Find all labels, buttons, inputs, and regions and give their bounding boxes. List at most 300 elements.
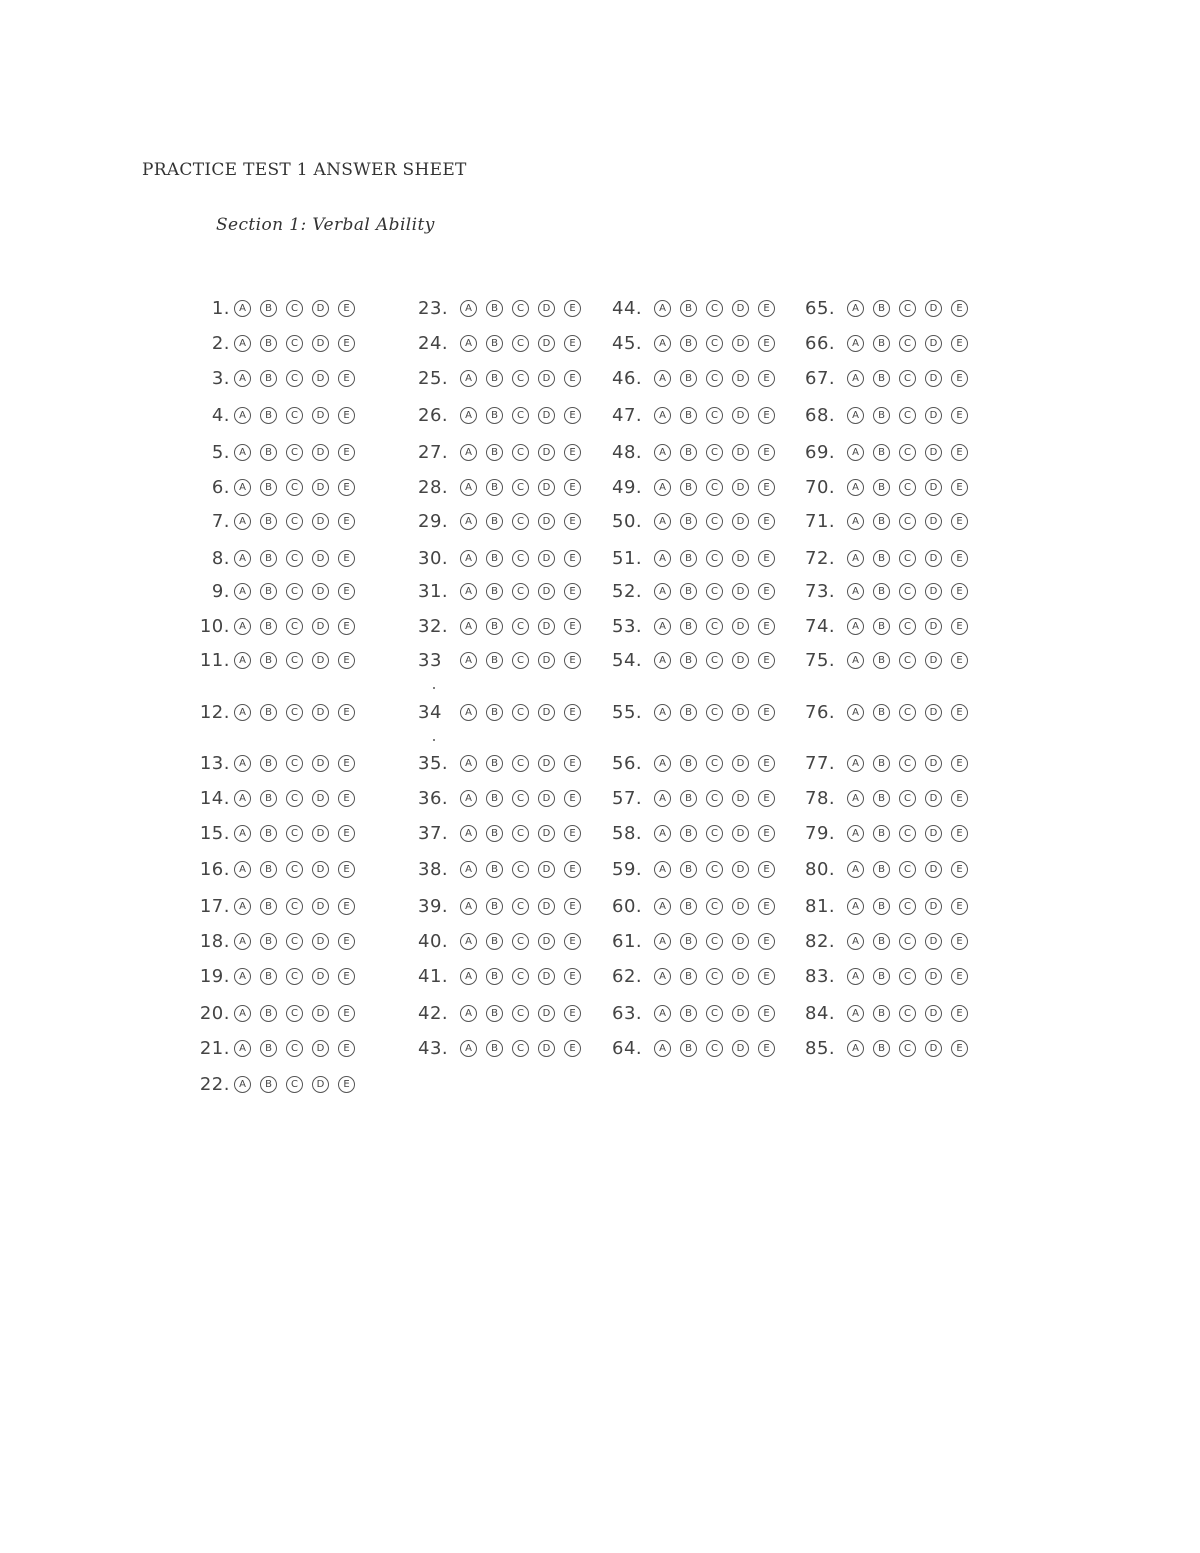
answer-bubble-a[interactable]: A [847,704,864,721]
answer-bubble-e[interactable]: E [338,933,355,950]
answer-bubble-d[interactable]: D [732,407,749,424]
answer-bubble-a[interactable]: A [234,550,251,567]
answer-bubble-e[interactable]: E [951,825,968,842]
answer-bubble-d[interactable]: D [538,583,555,600]
answer-bubble-a[interactable]: A [234,1076,251,1093]
answer-bubble-c[interactable]: C [512,513,529,530]
answer-bubble-a[interactable]: A [234,407,251,424]
answer-bubble-d[interactable]: D [732,583,749,600]
answer-bubble-e[interactable]: E [564,550,581,567]
answer-bubble-c[interactable]: C [706,755,723,772]
answer-bubble-c[interactable]: C [899,444,916,461]
answer-bubble-c[interactable]: C [512,652,529,669]
answer-bubble-a[interactable]: A [847,968,864,985]
answer-bubble-c[interactable]: C [286,790,303,807]
answer-bubble-c[interactable]: C [706,513,723,530]
answer-bubble-a[interactable]: A [234,755,251,772]
answer-bubble-b[interactable]: B [486,790,503,807]
answer-bubble-b[interactable]: B [486,407,503,424]
answer-bubble-e[interactable]: E [951,1005,968,1022]
answer-bubble-b[interactable]: B [873,825,890,842]
answer-bubble-a[interactable]: A [234,861,251,878]
answer-bubble-c[interactable]: C [706,335,723,352]
answer-bubble-e[interactable]: E [758,933,775,950]
answer-bubble-b[interactable]: B [260,335,277,352]
answer-bubble-d[interactable]: D [538,933,555,950]
answer-bubble-b[interactable]: B [260,861,277,878]
answer-bubble-b[interactable]: B [260,407,277,424]
answer-bubble-d[interactable]: D [312,755,329,772]
answer-bubble-c[interactable]: C [512,704,529,721]
answer-bubble-a[interactable]: A [654,1005,671,1022]
answer-bubble-c[interactable]: C [899,755,916,772]
answer-bubble-a[interactable]: A [847,335,864,352]
answer-bubble-b[interactable]: B [680,790,697,807]
answer-bubble-a[interactable]: A [654,550,671,567]
answer-bubble-b[interactable]: B [260,898,277,915]
answer-bubble-a[interactable]: A [847,933,864,950]
answer-bubble-d[interactable]: D [538,335,555,352]
answer-bubble-a[interactable]: A [460,755,477,772]
answer-bubble-b[interactable]: B [260,933,277,950]
answer-bubble-a[interactable]: A [654,933,671,950]
answer-bubble-c[interactable]: C [706,652,723,669]
answer-bubble-d[interactable]: D [538,1040,555,1057]
answer-bubble-b[interactable]: B [873,370,890,387]
answer-bubble-d[interactable]: D [925,704,942,721]
answer-bubble-e[interactable]: E [758,335,775,352]
answer-bubble-c[interactable]: C [286,1005,303,1022]
answer-bubble-d[interactable]: D [925,825,942,842]
answer-bubble-e[interactable]: E [951,933,968,950]
answer-bubble-e[interactable]: E [758,550,775,567]
answer-bubble-b[interactable]: B [873,479,890,496]
answer-bubble-b[interactable]: B [486,704,503,721]
answer-bubble-b[interactable]: B [873,933,890,950]
answer-bubble-b[interactable]: B [260,1040,277,1057]
answer-bubble-d[interactable]: D [538,407,555,424]
answer-bubble-b[interactable]: B [680,825,697,842]
answer-bubble-e[interactable]: E [338,790,355,807]
answer-bubble-a[interactable]: A [234,370,251,387]
answer-bubble-c[interactable]: C [512,479,529,496]
answer-bubble-e[interactable]: E [338,444,355,461]
answer-bubble-d[interactable]: D [312,370,329,387]
answer-bubble-c[interactable]: C [286,407,303,424]
answer-bubble-d[interactable]: D [732,370,749,387]
answer-bubble-e[interactable]: E [564,861,581,878]
answer-bubble-c[interactable]: C [512,335,529,352]
answer-bubble-c[interactable]: C [512,444,529,461]
answer-bubble-b[interactable]: B [260,968,277,985]
answer-bubble-a[interactable]: A [460,825,477,842]
answer-bubble-a[interactable]: A [847,300,864,317]
answer-bubble-d[interactable]: D [732,513,749,530]
answer-bubble-b[interactable]: B [680,1005,697,1022]
answer-bubble-e[interactable]: E [758,513,775,530]
answer-bubble-d[interactable]: D [732,755,749,772]
answer-bubble-b[interactable]: B [486,479,503,496]
answer-bubble-b[interactable]: B [486,652,503,669]
answer-bubble-e[interactable]: E [564,898,581,915]
answer-bubble-c[interactable]: C [706,370,723,387]
answer-bubble-c[interactable]: C [706,704,723,721]
answer-bubble-d[interactable]: D [312,335,329,352]
answer-bubble-b[interactable]: B [873,704,890,721]
answer-bubble-d[interactable]: D [538,300,555,317]
answer-bubble-d[interactable]: D [538,444,555,461]
answer-bubble-e[interactable]: E [564,704,581,721]
answer-bubble-c[interactable]: C [286,652,303,669]
answer-bubble-a[interactable]: A [460,444,477,461]
answer-bubble-e[interactable]: E [758,444,775,461]
answer-bubble-c[interactable]: C [899,1040,916,1057]
answer-bubble-e[interactable]: E [564,513,581,530]
answer-bubble-d[interactable]: D [925,550,942,567]
answer-bubble-d[interactable]: D [312,652,329,669]
answer-bubble-c[interactable]: C [706,790,723,807]
answer-bubble-c[interactable]: C [899,898,916,915]
answer-bubble-a[interactable]: A [654,652,671,669]
answer-bubble-c[interactable]: C [899,407,916,424]
answer-bubble-c[interactable]: C [286,479,303,496]
answer-bubble-a[interactable]: A [460,370,477,387]
answer-bubble-b[interactable]: B [680,479,697,496]
answer-bubble-a[interactable]: A [234,444,251,461]
answer-bubble-e[interactable]: E [338,513,355,530]
answer-bubble-e[interactable]: E [758,370,775,387]
answer-bubble-c[interactable]: C [512,300,529,317]
answer-bubble-c[interactable]: C [286,861,303,878]
answer-bubble-e[interactable]: E [338,825,355,842]
answer-bubble-e[interactable]: E [564,755,581,772]
answer-bubble-c[interactable]: C [899,652,916,669]
answer-bubble-e[interactable]: E [338,1005,355,1022]
answer-bubble-b[interactable]: B [680,335,697,352]
answer-bubble-e[interactable]: E [758,898,775,915]
answer-bubble-d[interactable]: D [312,513,329,530]
answer-bubble-e[interactable]: E [564,583,581,600]
answer-bubble-a[interactable]: A [654,704,671,721]
answer-bubble-e[interactable]: E [564,1005,581,1022]
answer-bubble-e[interactable]: E [758,704,775,721]
answer-bubble-c[interactable]: C [286,968,303,985]
answer-bubble-d[interactable]: D [925,479,942,496]
answer-bubble-d[interactable]: D [732,861,749,878]
answer-bubble-c[interactable]: C [286,300,303,317]
answer-bubble-e[interactable]: E [564,790,581,807]
answer-bubble-a[interactable]: A [847,1005,864,1022]
answer-bubble-a[interactable]: A [234,479,251,496]
answer-bubble-d[interactable]: D [538,861,555,878]
answer-bubble-a[interactable]: A [847,755,864,772]
answer-bubble-a[interactable]: A [460,898,477,915]
answer-bubble-b[interactable]: B [486,968,503,985]
answer-bubble-a[interactable]: A [234,652,251,669]
answer-bubble-b[interactable]: B [873,550,890,567]
answer-bubble-d[interactable]: D [312,1005,329,1022]
answer-bubble-c[interactable]: C [286,583,303,600]
answer-bubble-e[interactable]: E [758,479,775,496]
answer-bubble-b[interactable]: B [486,513,503,530]
answer-bubble-b[interactable]: B [680,300,697,317]
answer-bubble-b[interactable]: B [260,479,277,496]
answer-bubble-c[interactable]: C [286,1076,303,1093]
answer-bubble-b[interactable]: B [680,618,697,635]
answer-bubble-a[interactable]: A [654,1040,671,1057]
answer-bubble-a[interactable]: A [460,1040,477,1057]
answer-bubble-c[interactable]: C [706,550,723,567]
answer-bubble-b[interactable]: B [680,652,697,669]
answer-bubble-e[interactable]: E [951,898,968,915]
answer-bubble-b[interactable]: B [873,618,890,635]
answer-bubble-a[interactable]: A [654,861,671,878]
answer-bubble-c[interactable]: C [706,1040,723,1057]
answer-bubble-c[interactable]: C [286,618,303,635]
answer-bubble-a[interactable]: A [460,300,477,317]
answer-bubble-e[interactable]: E [951,407,968,424]
answer-bubble-a[interactable]: A [847,652,864,669]
answer-bubble-e[interactable]: E [564,407,581,424]
answer-bubble-b[interactable]: B [260,513,277,530]
answer-bubble-d[interactable]: D [925,790,942,807]
answer-bubble-d[interactable]: D [312,825,329,842]
answer-bubble-a[interactable]: A [234,583,251,600]
answer-bubble-b[interactable]: B [260,825,277,842]
answer-bubble-b[interactable]: B [680,550,697,567]
answer-bubble-e[interactable]: E [338,1076,355,1093]
answer-bubble-a[interactable]: A [234,513,251,530]
answer-bubble-b[interactable]: B [873,968,890,985]
answer-bubble-d[interactable]: D [538,755,555,772]
answer-bubble-d[interactable]: D [538,968,555,985]
answer-bubble-b[interactable]: B [873,861,890,878]
answer-bubble-c[interactable]: C [899,618,916,635]
answer-bubble-d[interactable]: D [925,407,942,424]
answer-bubble-e[interactable]: E [338,652,355,669]
answer-bubble-c[interactable]: C [899,370,916,387]
answer-bubble-c[interactable]: C [899,479,916,496]
answer-bubble-a[interactable]: A [234,335,251,352]
answer-bubble-b[interactable]: B [486,755,503,772]
answer-bubble-b[interactable]: B [260,755,277,772]
answer-bubble-c[interactable]: C [286,933,303,950]
answer-bubble-d[interactable]: D [312,583,329,600]
answer-bubble-a[interactable]: A [460,479,477,496]
answer-bubble-c[interactable]: C [286,1040,303,1057]
answer-bubble-b[interactable]: B [260,550,277,567]
answer-bubble-d[interactable]: D [312,407,329,424]
answer-bubble-c[interactable]: C [899,825,916,842]
answer-bubble-b[interactable]: B [680,968,697,985]
answer-bubble-b[interactable]: B [486,550,503,567]
answer-bubble-e[interactable]: E [951,300,968,317]
answer-bubble-b[interactable]: B [873,300,890,317]
answer-bubble-d[interactable]: D [312,300,329,317]
answer-bubble-d[interactable]: D [925,652,942,669]
answer-bubble-c[interactable]: C [286,335,303,352]
answer-bubble-b[interactable]: B [873,1040,890,1057]
answer-bubble-d[interactable]: D [732,1040,749,1057]
answer-bubble-e[interactable]: E [338,755,355,772]
answer-bubble-c[interactable]: C [706,479,723,496]
answer-bubble-b[interactable]: B [260,444,277,461]
answer-bubble-d[interactable]: D [732,968,749,985]
answer-bubble-b[interactable]: B [260,370,277,387]
answer-bubble-c[interactable]: C [512,550,529,567]
answer-bubble-a[interactable]: A [460,513,477,530]
answer-bubble-a[interactable]: A [460,652,477,669]
answer-bubble-a[interactable]: A [847,370,864,387]
answer-bubble-c[interactable]: C [512,755,529,772]
answer-bubble-a[interactable]: A [654,444,671,461]
answer-bubble-e[interactable]: E [951,755,968,772]
answer-bubble-d[interactable]: D [925,513,942,530]
answer-bubble-b[interactable]: B [873,407,890,424]
answer-bubble-e[interactable]: E [564,618,581,635]
answer-bubble-c[interactable]: C [512,898,529,915]
answer-bubble-d[interactable]: D [925,933,942,950]
answer-bubble-e[interactable]: E [338,861,355,878]
answer-bubble-a[interactable]: A [654,407,671,424]
answer-bubble-d[interactable]: D [312,861,329,878]
answer-bubble-d[interactable]: D [312,898,329,915]
answer-bubble-a[interactable]: A [234,300,251,317]
answer-bubble-a[interactable]: A [234,898,251,915]
answer-bubble-e[interactable]: E [564,300,581,317]
answer-bubble-c[interactable]: C [512,1040,529,1057]
answer-bubble-e[interactable]: E [338,300,355,317]
answer-bubble-e[interactable]: E [564,1040,581,1057]
answer-bubble-e[interactable]: E [758,300,775,317]
answer-bubble-c[interactable]: C [512,583,529,600]
answer-bubble-b[interactable]: B [486,1040,503,1057]
answer-bubble-b[interactable]: B [486,583,503,600]
answer-bubble-d[interactable]: D [925,968,942,985]
answer-bubble-c[interactable]: C [899,583,916,600]
answer-bubble-e[interactable]: E [564,968,581,985]
answer-bubble-b[interactable]: B [680,898,697,915]
answer-bubble-c[interactable]: C [512,790,529,807]
answer-bubble-e[interactable]: E [758,790,775,807]
answer-bubble-d[interactable]: D [732,300,749,317]
answer-bubble-e[interactable]: E [758,618,775,635]
answer-bubble-a[interactable]: A [460,583,477,600]
answer-bubble-b[interactable]: B [486,933,503,950]
answer-bubble-b[interactable]: B [260,790,277,807]
answer-bubble-e[interactable]: E [564,444,581,461]
answer-bubble-d[interactable]: D [312,479,329,496]
answer-bubble-d[interactable]: D [312,550,329,567]
answer-bubble-a[interactable]: A [654,790,671,807]
answer-bubble-e[interactable]: E [951,550,968,567]
answer-bubble-b[interactable]: B [873,583,890,600]
answer-bubble-c[interactable]: C [706,968,723,985]
answer-bubble-e[interactable]: E [951,861,968,878]
answer-bubble-c[interactable]: C [899,861,916,878]
answer-bubble-b[interactable]: B [260,618,277,635]
answer-bubble-c[interactable]: C [899,968,916,985]
answer-bubble-d[interactable]: D [538,825,555,842]
answer-bubble-d[interactable]: D [925,898,942,915]
answer-bubble-e[interactable]: E [564,652,581,669]
answer-bubble-e[interactable]: E [338,335,355,352]
answer-bubble-a[interactable]: A [654,825,671,842]
answer-bubble-e[interactable]: E [951,652,968,669]
answer-bubble-b[interactable]: B [260,583,277,600]
answer-bubble-e[interactable]: E [951,513,968,530]
answer-bubble-d[interactable]: D [538,513,555,530]
answer-bubble-c[interactable]: C [706,618,723,635]
answer-bubble-e[interactable]: E [564,335,581,352]
answer-bubble-a[interactable]: A [847,444,864,461]
answer-bubble-d[interactable]: D [312,618,329,635]
answer-bubble-d[interactable]: D [538,370,555,387]
answer-bubble-c[interactable]: C [899,790,916,807]
answer-bubble-e[interactable]: E [338,704,355,721]
answer-bubble-d[interactable]: D [312,1076,329,1093]
answer-bubble-c[interactable]: C [899,300,916,317]
answer-bubble-a[interactable]: A [234,933,251,950]
answer-bubble-d[interactable]: D [925,618,942,635]
answer-bubble-d[interactable]: D [732,825,749,842]
answer-bubble-a[interactable]: A [460,704,477,721]
answer-bubble-b[interactable]: B [680,933,697,950]
answer-bubble-e[interactable]: E [951,704,968,721]
answer-bubble-a[interactable]: A [460,618,477,635]
answer-bubble-d[interactable]: D [732,652,749,669]
answer-bubble-c[interactable]: C [899,550,916,567]
answer-bubble-a[interactable]: A [460,1005,477,1022]
answer-bubble-b[interactable]: B [486,898,503,915]
answer-bubble-a[interactable]: A [460,407,477,424]
answer-bubble-c[interactable]: C [286,704,303,721]
answer-bubble-c[interactable]: C [899,335,916,352]
answer-bubble-a[interactable]: A [654,513,671,530]
answer-bubble-a[interactable]: A [234,825,251,842]
answer-bubble-d[interactable]: D [538,652,555,669]
answer-bubble-d[interactable]: D [312,444,329,461]
answer-bubble-a[interactable]: A [847,583,864,600]
answer-bubble-c[interactable]: C [286,513,303,530]
answer-bubble-c[interactable]: C [706,898,723,915]
answer-bubble-c[interactable]: C [706,407,723,424]
answer-bubble-d[interactable]: D [925,755,942,772]
answer-bubble-d[interactable]: D [312,968,329,985]
answer-bubble-c[interactable]: C [706,583,723,600]
answer-bubble-c[interactable]: C [899,1005,916,1022]
answer-bubble-c[interactable]: C [706,300,723,317]
answer-bubble-a[interactable]: A [847,407,864,424]
answer-bubble-a[interactable]: A [234,1005,251,1022]
answer-bubble-a[interactable]: A [234,1040,251,1057]
answer-bubble-d[interactable]: D [312,790,329,807]
answer-bubble-e[interactable]: E [951,583,968,600]
answer-bubble-a[interactable]: A [654,335,671,352]
answer-bubble-d[interactable]: D [538,479,555,496]
answer-bubble-d[interactable]: D [925,1005,942,1022]
answer-bubble-a[interactable]: A [654,898,671,915]
answer-bubble-c[interactable]: C [512,933,529,950]
answer-bubble-c[interactable]: C [512,825,529,842]
answer-bubble-d[interactable]: D [538,1005,555,1022]
answer-bubble-c[interactable]: C [512,370,529,387]
answer-bubble-d[interactable]: D [732,1005,749,1022]
answer-bubble-c[interactable]: C [512,618,529,635]
answer-bubble-a[interactable]: A [847,513,864,530]
answer-bubble-b[interactable]: B [680,583,697,600]
answer-bubble-d[interactable]: D [732,479,749,496]
